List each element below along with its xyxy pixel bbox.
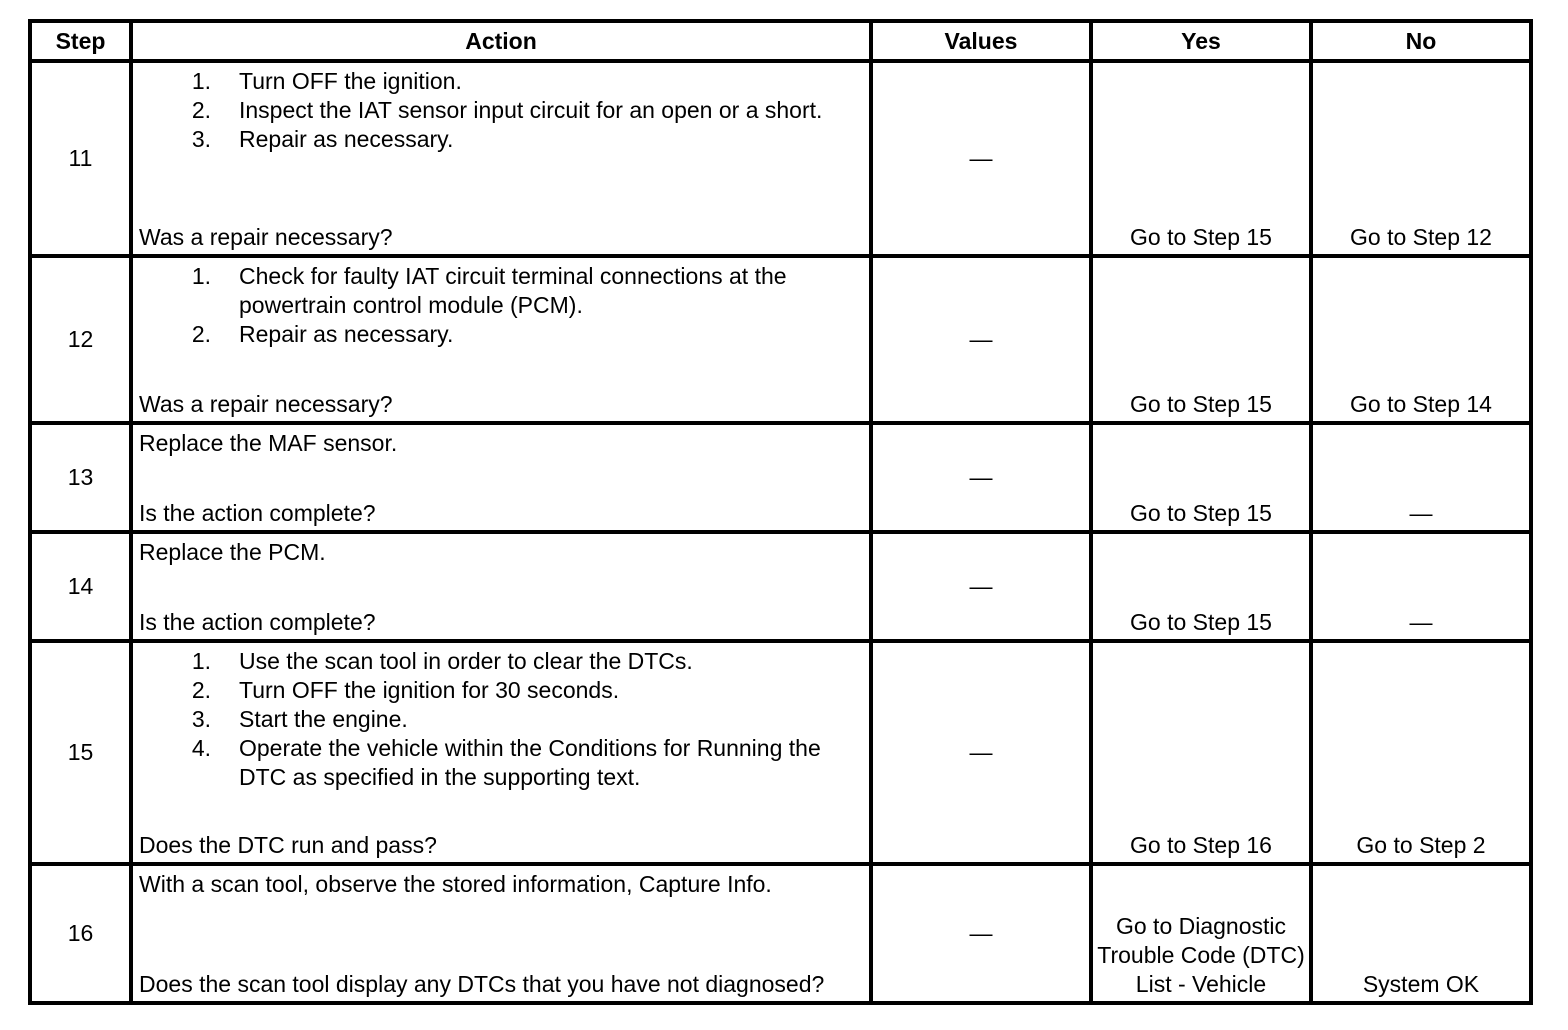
no-cell: Go to Step 2 <box>1313 643 1529 862</box>
yes-cell: Go to Step 15 <box>1093 258 1309 421</box>
action-cell <box>133 643 869 862</box>
header-row <box>32 23 1529 59</box>
list-item: 2. Inspect the IAT sensor input circuit for an open or a short. <box>191 97 823 123</box>
list-item: 1. Check for faulty IAT circuit terminal connections at the powertrain control module (PCM). <box>191 263 787 319</box>
step-number: 16 <box>32 866 129 1001</box>
action-cell <box>133 63 869 254</box>
values-cell: — <box>873 63 1089 254</box>
action-cell <box>133 258 869 421</box>
action-cell <box>133 866 869 1001</box>
action-question: Is the action complete? <box>139 608 376 635</box>
action-list <box>139 262 863 349</box>
yes-cell: Go to Step 15 <box>1093 63 1309 254</box>
table-row <box>32 425 1529 530</box>
no-cell: Go to Step 12 <box>1313 63 1529 254</box>
header-action: Action <box>133 23 869 59</box>
action-question: Is the action complete? <box>139 499 376 526</box>
list-item: 1. Turn OFF the ignition. <box>191 68 462 94</box>
step-number: 15 <box>32 643 129 862</box>
action-question: Does the scan tool display any DTCs that you have not diagnosed? <box>139 971 825 997</box>
no-cell: — <box>1313 534 1529 639</box>
header-values: Values <box>873 23 1089 59</box>
action-text: Replace the MAF sensor. <box>139 430 398 457</box>
yes-cell: Go to Step 15 <box>1093 534 1309 639</box>
table-row <box>32 643 1529 862</box>
values-cell: — <box>873 258 1089 421</box>
yes-cell: Go to Diagnostic Trouble Code (DTC) List - Vehicle <box>1093 866 1309 1001</box>
list-item: 1. Use the scan tool in order to clear the DTCs. <box>191 647 693 674</box>
diagnostic-table-page <box>28 19 1531 1005</box>
step-number: 11 <box>32 63 129 254</box>
values-cell: — <box>873 425 1089 530</box>
header-step: Step <box>32 23 129 59</box>
yes-cell: Go to Step 15 <box>1093 425 1309 530</box>
step-number: 13 <box>32 425 129 530</box>
diagnostic-table <box>28 19 1533 1005</box>
action-list <box>139 647 863 792</box>
step-number: 12 <box>32 258 129 421</box>
action-text: With a scan tool, observe the stored information, Capture Info. <box>139 871 772 898</box>
table-row <box>32 258 1529 421</box>
no-cell: Go to Step 14 <box>1313 258 1529 421</box>
values-cell: — <box>873 643 1089 862</box>
table-row <box>32 534 1529 639</box>
action-cell <box>133 534 869 639</box>
table-row <box>32 866 1529 1001</box>
header-yes: Yes <box>1093 23 1309 59</box>
action-list <box>139 67 863 154</box>
values-cell: — <box>873 534 1089 639</box>
action-cell <box>133 425 869 530</box>
list-item: 2. Turn OFF the ignition for 30 seconds. <box>191 676 620 703</box>
list-item: 4. Operate the vehicle within the Conditions for Running the DTC as specified in the supporting text. <box>191 734 821 790</box>
table-row <box>32 63 1529 254</box>
action-question: Was a repair necessary? <box>139 391 393 418</box>
list-item: 3. Repair as necessary. <box>191 126 454 152</box>
action-question: Was a repair necessary? <box>139 224 393 251</box>
no-cell: — <box>1313 425 1529 530</box>
list-item: 3. Start the engine. <box>191 705 408 732</box>
header-no: No <box>1313 23 1529 59</box>
step-number: 14 <box>32 534 129 639</box>
action-text: Replace the PCM. <box>139 538 326 565</box>
values-cell: — <box>873 866 1089 1001</box>
list-item: 2. Repair as necessary. <box>191 321 454 348</box>
action-question: Does the DTC run and pass? <box>139 832 437 859</box>
yes-cell: Go to Step 16 <box>1093 643 1309 862</box>
no-cell: System OK <box>1313 866 1529 1001</box>
